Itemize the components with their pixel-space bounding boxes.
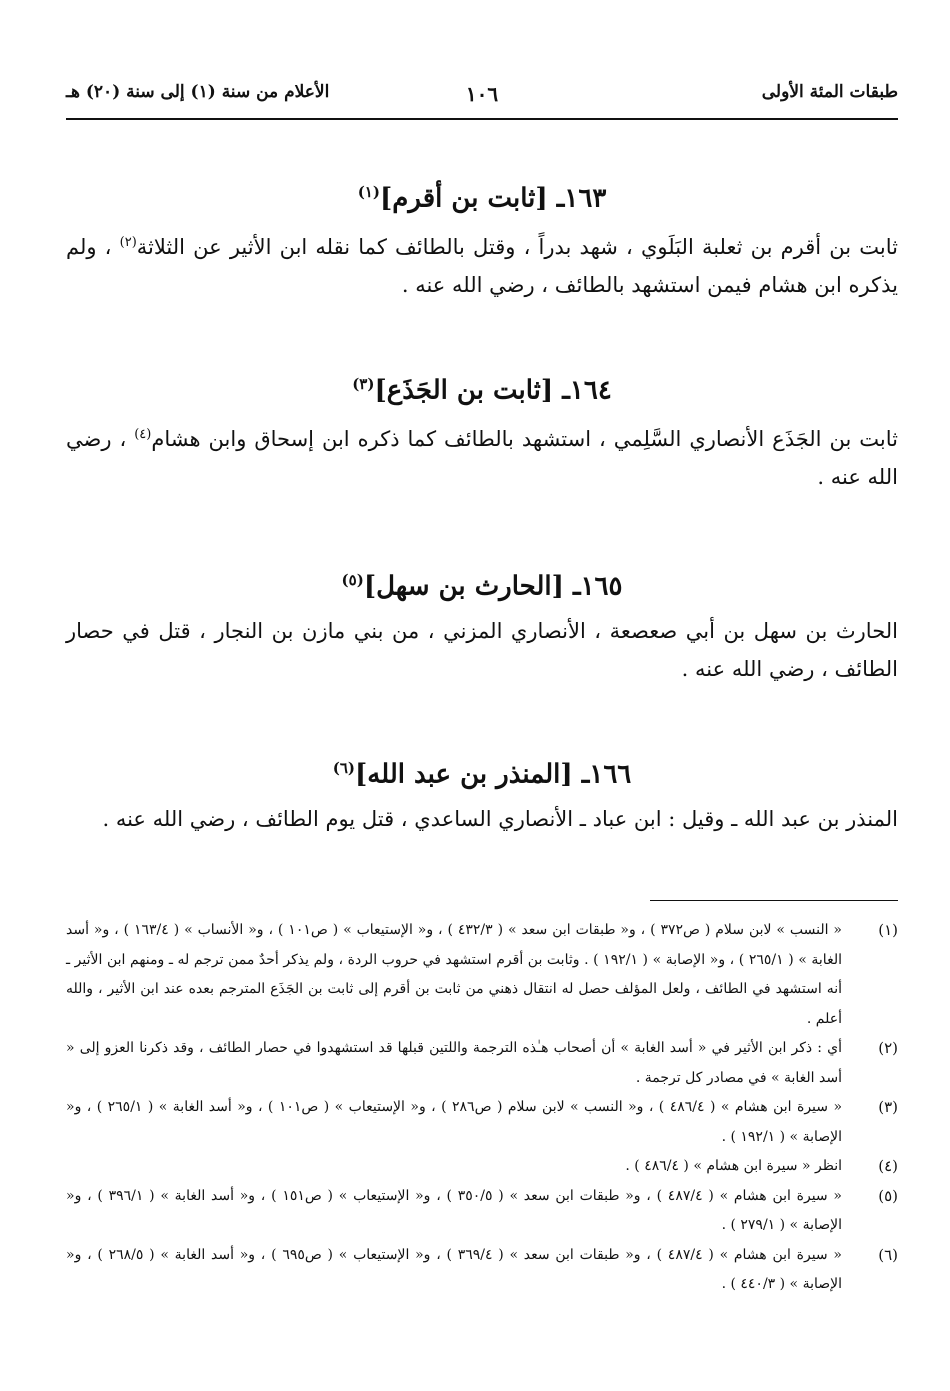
- entry-164: [66, 360, 898, 496]
- footnote: [66, 1093, 898, 1152]
- entry-title: [66, 556, 898, 604]
- footnote-number: (٦): [878, 1245, 898, 1264]
- entry-body: المنذر بن عبد الله ـ وقيل : ابن عباد ـ الأنصاري الساعدي ، قتل يوم الطائف ، رضي الله عنه .: [102, 807, 898, 831]
- footnote-ref: (٣): [352, 375, 375, 393]
- footnote-ref: (١): [357, 183, 380, 201]
- entry-title-text: ١٦٣ـ [ثابت بن أقرم]: [379, 183, 607, 214]
- footnote-number: (١): [878, 921, 898, 939]
- entry-body-text: ، ولم يذكره ابن هشام فيمن استشهد بالطائف ، رضي الله عنه .: [66, 235, 898, 297]
- entry-165: [66, 556, 898, 688]
- entry-body-text: ثابت بن الجَذَع الأنصاري السَّلِمي ، استشهد بالطائف كما ذكره ابن إسحاق وابن هشام: [151, 427, 899, 451]
- footnote: [66, 1241, 898, 1300]
- footnote-ref: (٦): [332, 759, 355, 777]
- footnote-rule: [650, 900, 898, 901]
- entry-title: [66, 168, 898, 216]
- entry-title-text: ١٦٦ـ [المنذر بن عبد الله]: [354, 759, 632, 790]
- footnote-number: (٤): [878, 1157, 898, 1175]
- footnote-number: (٢): [878, 1039, 898, 1057]
- entry-166: [66, 744, 898, 838]
- footnote-ref: (٥): [341, 571, 364, 589]
- running-header: [66, 82, 898, 112]
- footnote-text: « سيرة ابن هشام » ( ٤٨٧/٤ ) ، و« طبقات ابن سعد » ( ٣٥٠/٥ ) ، و« الإستيعاب » ( ص١٥١ ) ، و« أسد الغابة » ( ٣٩٦/١ ) ، و« الإصابة » ( ٢٧٩/١ ) .: [66, 1187, 842, 1233]
- entry-body-text: ، رضي الله عنه .: [66, 427, 898, 489]
- entry-163: [66, 168, 898, 304]
- header-rule: [66, 118, 898, 120]
- footnote-text: انظر « سيرة ابن هشام » ( ٤٨٦/٤ ) .: [625, 1158, 842, 1174]
- footnotes: [66, 916, 898, 1300]
- entry-body: الحارث بن سهل بن أبي صعصعة ، الأنصاري المزني ، من بني مازن بن النجار ، قتل في حصار الطائف ، رضي الله عنه .: [66, 619, 898, 681]
- footnote-ref: (٤): [134, 427, 152, 442]
- page-number: ١٠٦: [465, 82, 499, 106]
- footnote-text: « سيرة ابن هشام » ( ٤٨٦/٤ ) ، و« النسب » لابن سلام ( ص٢٨٦ ) ، و« الإستيعاب » ( ص١٠١ ) ، و« أسد الغابة » ( ٢٦٥/١ ) ، و« الإصابة » ( ١٩٢/١ ) .: [66, 1099, 843, 1145]
- footnote: [66, 1152, 898, 1182]
- footnote-text: « سيرة ابن هشام » ( ٤٨٧/٤ ) ، و« طبقات ابن سعد » ( ٣٦٩/٤ ) ، و« الإستيعاب » ( ص٦٩٥ ) ، و« أسد الغابة » ( ٢٦٨/٥ ) ، و« الإصابة » ( ٤٤٠/٣ ) .: [66, 1246, 842, 1292]
- footnote-text: « النسب » لابن سلام ( ص٣٧٢ ) ، و« طبقات ابن سعد » ( ٤٣٢/٣ ) ، و« الإستيعاب » ( ص١٠١ ) ، و« الأنساب » ( ١٦٣/٤ ) ، و« أسد الغابة » ( ٢٦٥/١ ) ، و« الإصابة » ( ١٩٢/١ ) . وثابت بن أقرم استشهد في حروب الردة ، ولم يذكر أحدٌ ممن ترجم له ـ ومنهم ابن الأثير ـ أنه استشهد في الطائف ، ولعل المؤلف حصل له انتقال ذهني من ثابت بن أقرم إلى ثابت بن الجَذَع المترجم بعده عند ابن الأثير ، والله أعلم .: [66, 922, 842, 1027]
- footnote-text: أي : ذكر ابن الأثير في « أسد الغابة » أن أصحاب هـٰذه الترجمة واللتين قبلها قد استشهدوا في حصار الطائف ، وقد ذكرنا العزو إلى « أسد الغابة » في مصادر كل ترجمة .: [66, 1040, 842, 1086]
- footnote-number: (٣): [878, 1098, 898, 1116]
- entry-body: [66, 224, 898, 304]
- footnote: [66, 1034, 898, 1093]
- entry-title: [66, 360, 898, 408]
- book-title: طبقات المئة الأولى: [761, 82, 898, 102]
- entry-body: [66, 416, 898, 496]
- entry-body-text: ثابت بن أقرم بن ثعلبة البَلَوي ، شهد بدراً ، وقتل بالطائف كما نقله ابن الأثير عن الثلاثة: [136, 235, 898, 259]
- entry-title-text: ١٦٤ـ [ثابت بن الجَذَع]: [374, 375, 612, 406]
- footnote: [66, 1182, 898, 1241]
- entry-title: [66, 744, 898, 792]
- entry-title-text: ١٦٥ـ [الحارث بن سهل]: [363, 571, 623, 602]
- footnote: [66, 916, 898, 1034]
- footnote-number: (٥): [878, 1186, 898, 1205]
- section-title: الأعلام من سنة (١) إلى سنة (٢٠) هـ: [66, 82, 330, 102]
- footnote-ref: (٢): [119, 235, 137, 250]
